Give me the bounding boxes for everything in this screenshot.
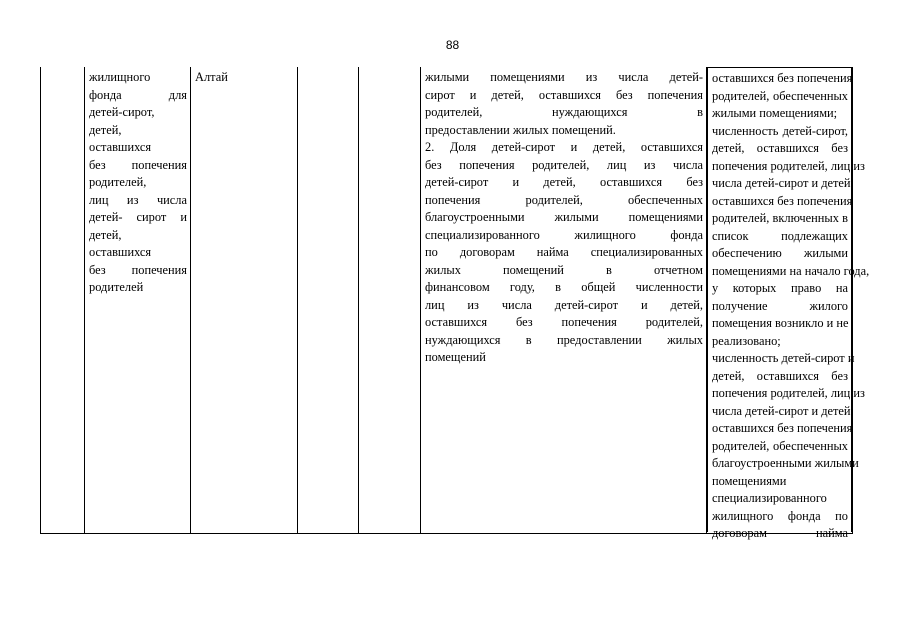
text-line: специализированного [712,491,827,505]
text-line: без попечения [89,262,187,277]
text-line: родителей [89,280,144,294]
text-line: детей, оставшихся без [712,141,848,155]
text-line: численность детей-сирот, [712,123,848,138]
text-line: обеспечению жилыми [712,246,848,260]
text-line: попечения родителей, обеспеченных [425,192,703,207]
text-line: оставшихся без попечения родителей, [425,315,703,329]
text-line: без попечения [89,157,187,172]
text-line: детей, [89,227,122,242]
text-line: лиц из числа детей-сирот и детей, [425,297,703,312]
indicator-text [89,69,187,297]
text-line: оставшихся без попечения [712,193,853,208]
text-line: без попечения родителей, лиц из числа [425,157,703,172]
text-line: попечения родителей, лиц из [712,158,865,173]
text-line: жилищного фонда по [712,508,848,523]
text-line: 2. Доля детей-сирот и детей, оставшихся [425,140,703,154]
text-line: родителей, включенных в [712,211,848,225]
text-line: попечения родителей, лиц из [712,386,865,400]
cell-description [421,67,707,533]
text-line: оставшихся [89,245,152,259]
text-line: у которых право на [712,281,848,295]
indicator-table [40,67,870,540]
cell-indicator [85,67,191,533]
text-line: детей-сирот и детей, оставшихся без [425,175,703,189]
method-text [712,70,870,543]
text-line: помещениями на начало года, [712,263,870,278]
text-line: предоставлении жилых помещений. [425,122,616,137]
page-number: 88 [445,38,460,52]
table-row [41,67,853,533]
text-line: фонда для [89,87,187,102]
text-line: помещения возникло и не [712,316,849,330]
text-line: благоустроенными жилыми помещениями [425,210,703,224]
text-line: специализированного жилищного фонда [425,227,703,242]
text-line: числа детей-сирот и детей, [712,176,854,190]
text-line: оставшихся без попечения [712,421,853,435]
text-line: договорам найма [712,526,848,540]
text-line: жилыми помещениями из числа детей- [425,70,703,84]
text-line: родителей, нуждающихся в [425,105,703,119]
text-line: по договорам найма специализированных [425,245,703,259]
text-line: числа детей-сирот и детей, [712,403,854,418]
text-line: финансовом году, в общей численности [425,280,703,294]
cell-number [41,67,85,533]
text-line: детей, [89,122,122,137]
text-line: детей, оставшихся без [712,368,848,383]
text-line: лиц из числа [89,192,187,207]
region-text: Алтай [195,70,228,84]
description-text [425,69,703,367]
text-line: родителей, [89,175,147,189]
text-line: помещениями [712,473,787,488]
text-line: родителей, обеспеченных [712,88,848,103]
text-line: детей-сирот, [89,105,155,119]
cell-method [707,67,870,540]
text-line: нуждающихся в предоставлении жилых [425,332,703,347]
text-line: численность детей-сирот и [712,351,855,365]
text-line: оставшихся [89,140,152,154]
text-line: реализовано; [712,333,781,348]
cell-region [191,67,298,533]
text-line: помещений [425,350,486,364]
text-line: детей- сирот и [89,210,187,224]
cell-empty-1 [298,67,359,533]
text-line: жилищного [89,70,151,84]
text-line: оставшихся без попечения [712,71,853,85]
text-line: родителей, обеспеченных [712,438,848,453]
text-line: благоустроенными жилыми [712,456,859,470]
cell-empty-2 [359,67,421,533]
text-line: жилых помещений в отчетном [425,262,703,277]
text-line: жилыми помещениями; [712,106,838,120]
text-line: сирот и детей, оставшихся без попечения [425,87,703,102]
text-line: список подлежащих [712,228,848,243]
text-line: получение жилого [712,298,848,313]
